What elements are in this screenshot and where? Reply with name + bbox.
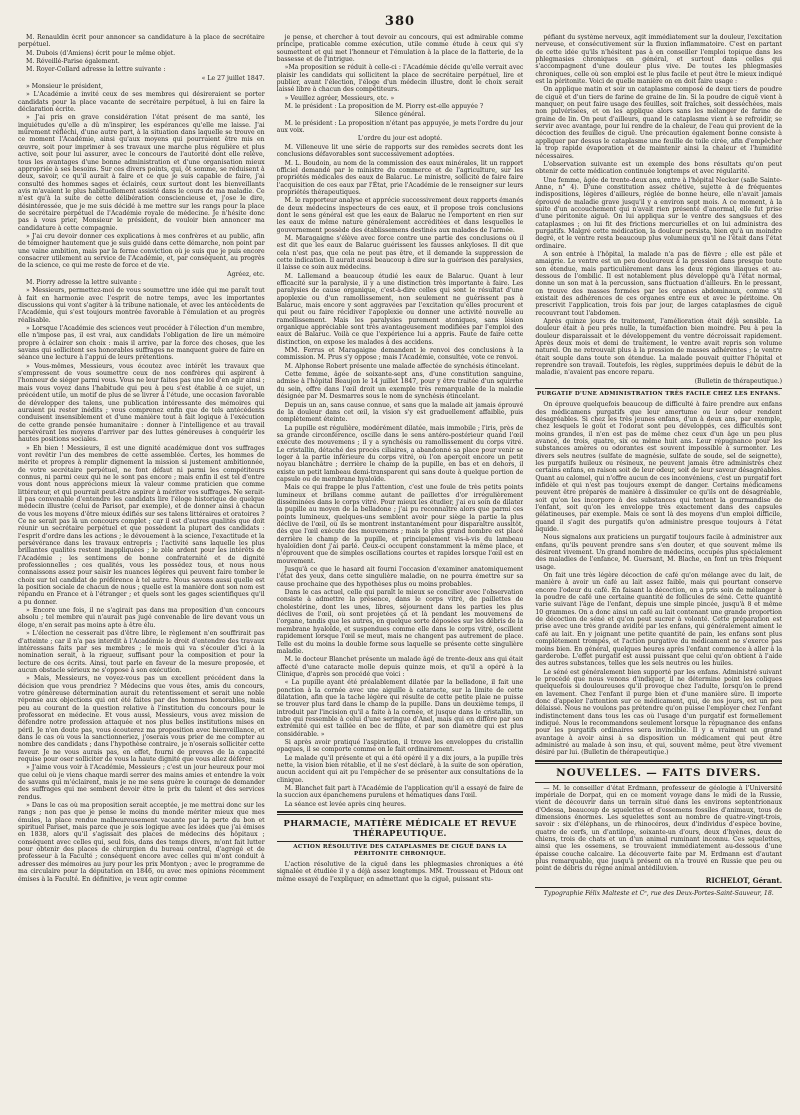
paragraph: M. Lallemand a beaucoup étudié les eaux de Balaruc. Quant à leur efficacité sur la paralysie, il y a une distinction très importante à faire. Les paralysies de cause organique, c'est-à-dire celles qui sont le résultat d'une apoplexie ou d'un ramollissement, non seulement ne guérissent pas à Balaruc, mais encore y sont aggravées par l'excitation qu'elles procurent et qui peut ou faire récidiver l'apoplexie ou donner une activité nouvelle au ramollissement. Mais les paralysies purement atoniques, sans lésion organique appréciable sont très avantageusement modifiées par l'emploi des eaux de Balaruc. Voilà ce que l'expérience lui a appris. Faute de faire cette distinction, on expose les malades à des accidens.: [276, 272, 524, 346]
paragraph: » L'élection ne cesserait pas d'être libre, le règlement n'en souffrirait pas d'atteinte ; car il n'a pas interdit à l'Académie le droit d'entendre des travaux intéressans faits par ses membres ; le mois qui va s'écouler d'ici à la nomination serait, à la rigueur, suffisant pour la composition et pour la lecture de ces écrits. Ainsi, tout parle en faveur de la mesure proposée, et aucun obstacle sérieux ne s'oppose à son exécution.: [18, 630, 265, 674]
paragraph: Mais ce qui frappe le plus l'attention, c'est une foule de très petits points lumineux et brillans comme autant de paillettes d'or irrégulièrement disséminées dans le corps vitré. Pour mieux les étudier, j'ai eu soin de dilater la pupille au moyen de la belladone ; j'ai pu reconnaître alors que parmi ces points lumineux, quelques-uns semblent avoir pour siège la partie la plus déclive de l'œil, où ils se montrent instantanément pour disparaître aussitôt, dès que l'œil exécute des mouvemens ; mais le plus grand nombre est placé derrière le champ de la pupille, et principalement vis-à-vis du lambeau hyaloïdien dont j'ai parlé. Ceux-ci occupent constamment la même place, et n'éprouvent que de simples oscillations courtes et rapides lorsque l'œil est en mouvement.: [276, 484, 524, 565]
section-title-pharmacie: PHARMACIE, MATIÈRE MÉDICALE ET REVUE THÉRAPEUTIQUE.: [283, 818, 517, 839]
paragraph: » Vous-mêmes, Messieurs, vous écoutez avec intérêt les travaux que s'empressent de vous soumettre ceux de nos confrères qui aspirent à l'honneur de siéger parmi vous. Vous ne leur faites pas une loi d'en agir ainsi ; mais vous voyez dans l'habitude qui peu à peu s'est établie à ce sujet, un précédent utile, un motif de plus de se livrer à l'étude, une occasion favorable de développer des talens, une publication intéressante des mémoires qui auraient pu rester inédits ; vous comprenez enfin que de tels antécédents conduisent insensiblement et d'une manière tout à fait logique à l'exécution de cette grande pensée humanitaire : donner à l'intelligence et au travail persévérant les moyens d'arriver par des luttes généreuses à conquérir les hautes positions sociales.: [18, 362, 265, 444]
paragraph: A son entrée à l'hôpital, la malade n'a pas de fièvre ; elle est pâle et amaigrie. Le ventre est un peu douloureux à la pression dans presque toute son étendue, mais particulièrement dans les deux régions iliaques et au-dessous de l'ombilic. Il est notablement plus développé qu'à l'état normal, donne un son mat à la percussion, sans fluctuation d'ailleurs. En le pressant, on trouve des masses formées par les organes abdominaux, comme s'il existait des adhérences de ces organes entre eux et avec le péritoine. On prescrivit l'application, trois fois par jour, de larges cataplasmes de ciguë recouvrant tout l'abdomen.: [535, 250, 783, 317]
paragraph: je pense, et chercher à tout devoir au concours, qui est admirable comme principe, praticable comme exécution, utile comme étude à ceux qui s'y soumettent et qui met l'honneur et l'émulation à la place de la flatterie, de la bassesse et de l'intrigue.: [276, 34, 524, 64]
paragraph: » Messieurs, permettez-moi de vous soumettre une idée qui me paraît tout à fait en harmonie avec l'esprit de notre temps, avec les importantes discussions qui vont s'agiter à la tribune nationale, et avec les antécédents de l'Académie, qui s'est toujours montrée favorable à l'émulation et au progrès réalisable.: [18, 287, 265, 324]
paragraph: Le malade qu'il présente et qui a été opéré il y a dix jours, a la pupille très nette, la vision bien rétablie, et il ne s'est déclaré, à la suite de son opération, aucun accident qui ait pu l'empêcher de se présenter aux consultations de la clinique.: [276, 754, 524, 784]
paragraph: Une femme, âgée de trente-deux ans, entre à l'hôpital Necker (salle Sainte-Anne, n° 4). D'une constitution assez chétive, sujette à de fréquentes indispositions, légères d'ailleurs, réglée de bonne heure, elle n'avait jamais éprouvé de maladie grave jusqu'il y a environ sept mois. A ce moment, à la suite d'un accouchement qui n'avait rien présenté d'anormal, elle fut prise d'une péritonite aiguë. On lui appliqua sur le ventre des sangsues et des cataplasmes ; on lui fit des frictions mercurielles et on lui administra des purgatifs. Malgré cette médication, la douleur persista, bien qu'à un moindre degré, et le ventre resta beaucoup plus volumineux qu'il ne l'était dans l'état ordinaire.: [535, 176, 783, 250]
paragraph: M. le docteur Blanchet présente un malade âgé de trente-deux ans qui était affecté d'une cataracte molle depuis quinze mois, et qu'il a opéré à la Clinique, d'après son procédé que voici :: [276, 656, 524, 678]
column-left: [18, 34, 265, 1094]
paragraph: On éprouve quelquefois beaucoup de difficulté à faire prendre aux enfans des médicamens purgatifs que leur amertume ou leur odeur rendent désagréables. Si chez les très jeunes enfans, d'un à deux ans, par exemple, chez lesquels le goût et l'odorat sont peu développés, ces difficultés sont moins grandes, il n'en est pas de même chez ceux d'un âge un peu plus avancé, de trois, quatre, six ou même huit ans. Leur répugnance pour les substances amères ou odorantes est souvent impossible à surmonter. Les divers sels neutres (sulfate de magnésie, sulfate de soude, sel de seignette), les purgatifs huileux ou résineux, ne peuvent jamais être administrés chez certains enfans, en raison soit de leur odeur, soit de leur saveur désagréables. Quant au calomel, qui n'offre aucun de ces inconvéniens, c'est un purgatif fort infidèle et qui n'est pas toujours exempt de danger. Certains médicamens peuvent être préparés de manière à dissimuler ce qu'ils ont de désagréable, soit qu'on les incorpore à des substances qui tentent la gourmandise de l'enfant, soit qu'on les enveloppe très exactement dans des capsules gélatineuses, par exemple. Mais ce sont là des moyens d'un emploi difficile, quand il s'agit des purgatifs qu'on administre presque toujours à l'état liquide.: [535, 401, 783, 533]
paragraph: « La pupille ayant été préalablement dilatée par la belladone, il fait une ponction à la cornée avec une aiguille à cataracte, sur la limite de cette dilatation, afin que la tache légère qui résulte de cette petite plaie ne puisse se trouver plus tard dans le champ de la pupille. Dans un deuxième temps, il introduit par l'incision qu'il a faite à la cornée, et jusque dans le cristallin, un tube qui ressemble à celui d'une seringue d'Anel, mais qui en diffère par son extrémité qui est taillée en bec de flûte, et par son diamètre qui est plus considérable. »: [276, 679, 524, 738]
paragraph: » Mais, Messieurs, ne voyez-vous pas un excellent précédent dans la décision que vous prendriez ? Médecins que vous êtes, amis du concours, votre généreuse détermination aurait du retentissement et serait une noble réponse aux objections qui ont été faites par des hommes honorables, mais peu au courant de la question relative à l'institution du concours pour le professorat en médecine. Et vous aussi, Messieurs, vous avez mission de défendre notre profession attaquée et nos plus belles institutions mises en péril. Je n'en doute pas, vous écouterez ma proposition avec bienveillance, et dans le cas où vous la sanctionneriez, j'oserais vous prier de me compter au nombre des candidats ; dans l'hypothèse contraire, je n'oserais solliciter cette faveur. Je ne vous aurais pas, en effet, fourni de preuves de la capacité requise pour oser solliciter de vous la haute dignité que vous allez déférer.: [18, 675, 265, 763]
paragraph: — M. le conseiller d'état Erdmann, professeur de géologie à l'Université impériale de Dorpat, qui en ce moment voyage dans le midi de la Russie, vient de découvrir dans un terrain situé dans les environs septentrionaux d'Odessa, beaucoup de squelettes et d'ossemens fossiles d'animaux, tous de dimensions énormes. Les squelettes sont au nombre de quatre-vingt-trois, savoir : six d'éléphans, un de rhinocéros, deux d'individus d'espèce bovine, quatre de cerfs, un d'antilope, soixante-un d'ours, deux d'hyènes, deux de chiens, trois de chats et un d'un animal ruminant inconnu. Ces squelettes, ainsi que les ossemens, se trouvaient immédiatement au-dessous d'une épaisse couche calcaire. La découverte faite par M. Erdmann est d'autant plus remarquable, que jusqu'à présent on n'a trouvé en Russie que peu ou point de débris du règne animal antédiluvien.: [535, 784, 783, 873]
paragraph: » Veuillez agréer, Messieurs, etc. »: [284, 94, 395, 102]
paragraph: Si après avoir pratiqué l'aspiration, il trouve les enveloppes du cristallin opaques, il se comporte comme on le fait ordinairement.: [276, 738, 524, 754]
paragraph: La pupille est régulière, modérément dilatée, mais immobile ; l'iris, près de sa grande circonférence, oscille dans le sens antéro-postérieur quand l'œil exécute des mouvemens ; il y a synchésis ou ramollissement du corps vitré. Le cristallin, détaché des procès ciliaires, a abandonné sa place pour venir se loger à la partie inférieure du corps vitré, où l'on aperçoit encore un petit noyau blanchâtre ; derrière le champ de la pupille, en bas et en dehors, il existe un petit lambeau demi-transparent qui sans doute à quelque portion de capsule ou de membrane hyaloïde.: [276, 424, 524, 483]
article-cigue-end: [535, 34, 782, 385]
paragraph: M. Renauldin écrit pour annoncer sa candidature à la place de secrétaire perpétuel.: [18, 34, 265, 49]
article-title-purgatif: PURGATIF D'UNE ADMINISTRATION TRÈS FACILE CHEZ LES ENFANS.: [536, 391, 781, 398]
academy-report-continued: [277, 34, 524, 808]
columns: [18, 34, 782, 1094]
paragraph: Le séné est généralement bien supporté par les enfans. Administré suivant le procédé que nous venons d'indiquer, il ne détermine point les coliques quelquefois si douloureuses qu'il provoque chez l'adulte, lorsqu'on le prend en lavement. Chez l'enfant il purge bien et d'une manière sûre. Il importe donc d'appeler l'attention sur ce médicament, qui, de nos jours, est un peu délaissé. Nous ne voulons pas prétendre qu'on puisse l'employer chez l'enfant indistinctement dans tous les cas où l'usage d'un purgatif est formellement indiqué. Nous le recommandons seulement lorsque la répugnance des enfans pour les purgatifs ordinaires sera invincible. Il y a vraiment un grand avantage à avoir ainsi à sa disposition un médicament qui peut être administré au malade à son insu, et qui, souvent même, peut être vivement désiré par lui. (Bulletin de thérapeutique.): [535, 668, 783, 757]
paragraph: M. le rapporteur analyse et apprécie successivement deux rapports émanés de deux médecins inspecteurs de ces eaux, et il propose trois conclusions dont le sens général est que les eaux de Balaruc ne l'emportent en rien sur les eaux de même nature généralement accréditées et dans lesquelles le gouvernement possède des établissemens destinés aux malades de l'armée.: [276, 197, 524, 234]
paragraph: M. Piorry adresse la lettre suivante :: [26, 279, 142, 286]
column-middle: [277, 34, 524, 1094]
paragraph: Silence général.: [374, 111, 426, 119]
paragraph: Cette femme, âgée de soixante-sept ans, d'une constitution sanguine, admise à l'hôpital Beaujon le 14 juillet 1847, pour y être traitée d'un squirrhe du sein, offre dans l'œil droit un exemple très remarquable de la maladie désignée par M. Desmarres sous le nom de synchésis étincelant.: [276, 371, 524, 401]
paragraph: » Eh bien ! Messieurs, il est une dignité académique dont vos suffrages vont revêtir l'un des membres de cette assemblée. Certes, les hommes de mérite et propres à remplir dignement la mission si justement ambitionnée, de votre secrétaire perpétuel, ne font défaut ni parmi les compétiteurs connus, ni parmi ceux qui ne le sont pas encore ; mais enfin il est tel d'entre vous dont nous apprécions mieux la valeur comme praticien que comme littérateur, et qui pourrait peut-être aspirer à mériter vos suffrages. Ne serait-il pas convenable d'entendre les candidats lire l'éloge historique de quelque médecin illustre (celui de Parisot, par exemple), et de donner ainsi à chacun de vous les moyens d'être mieux édifiés sur ses talens littéraires et oratoires ? Ce ne serait pas là un concours complet ; car il est d'autres qualités que doit réunir un secrétaire perpétuel et que possèdent la plupart des candidats : l'esprit d'ordre dans les actions ; le dévouement à la science, l'exactitude et la persévérance dans les travaux entrepris ; l'activité sans laquelle les plus brillantes qualités restent inappliquées ; le zèle ardent pour les intérêts de l'Académie ; les sentimens de bonne confraternité et de dignité professionnelles ; ces qualités, vous les possédez tous, et nous nous connaissons assez pour saisir les nuances légères qui peuvent faire tomber le choix sur tel candidat de préférence à tel autre. Nous savons aussi quelle est la position sociale de chacun de nous ; quelle est la manière dont son nom est répandu en France et à l'étranger ; et quels sont les gages scientifiques qu'il a pu donner.: [18, 444, 265, 606]
paragraph: » J'ai cru devoir donner ces explications à mes confrères et au public, afin de témoigner hautement que je suis guidé dans cette démarche, non point par une vaine ambition, mais par la ferme conviction où je suis que je puis encore consacrer utilement au service de l'Académie, et, par conséquent, au progrès de la science, ce qui me reste de force et de vie.: [18, 232, 265, 270]
paragraph: On fait une très légère décoction de café qu'on mélange avec du lait, de manière à avoir un café au lait assez faible, mais qui pourtant conserve encore l'odeur du café. En faisant la décoction, on a pris soin de mélanger à la poudre de café une certaine quantité de follicules de séné. Cette quantité varie suivant l'âge de l'enfant, depuis une simple pincée, jusqu'à 8 et même 10 grammes. On a donc ainsi un café au lait contenant une grande proportion de décoction de séné et qu'on peut sucrer à volonté. Cette préparation est prise avec une très grande avidité par les enfans, qui généralement aiment le café au lait. En y joignant une petite quantité de pain, les enfans sont plus complètement trompés, et l'action purgative du médicament ne s'exerce pas moins bien. En général, quelques heures après l'enfant commence à aller à la garderobe. L'effet purgatif est aussi puissant que celui qu'on obtient à l'aide des autres substances, telles que les sels neutres ou les huiles.: [535, 572, 783, 668]
paragraph: M. Villeneuve lit une série de rapports sur des remèdes secrets dont les conclusions défavorables sont successivement adoptées.: [276, 143, 524, 159]
paragraph: Depuis un an, sans cause connue, et sans que la malade ait jamais éprouvé de la douleur dans cet œil, la vision s'y est graduellement affaiblie, puis complètement éteinte.: [276, 401, 524, 424]
imprint: Typographie Félix Malteste et Cᵉ, rue des Deux-Portes-Saint-Sauveur, 18.: [543, 890, 774, 898]
news-divider: [535, 760, 782, 764]
paragraph: L'observation suivante est un exemple des bons résultats qu'on peut obtenir de cette médication continuée longtemps et avec régularité.: [535, 160, 783, 176]
news-items: [535, 785, 782, 873]
news-rule: [535, 782, 782, 783]
paragraph: La séance est levée après cinq heures.: [284, 800, 406, 808]
paragraph: (Bulletin de thérapeutique.): [694, 377, 783, 385]
paragraph: »Ma proposition se réduit à celle-ci : l'Académie décide qu'elle verrait avec plaisir les candidats qui sollicitent la place de secrétaire perpétuel, lire et publier, avant l'élection, l'éloge d'un médecin illustre, dont le choix serait laissé libre à chacun des compétiteurs.: [276, 64, 524, 94]
column-right: [535, 34, 782, 1094]
paragraph: Agréez, etc.: [227, 270, 265, 278]
paragraph: » L'Académie a invité ceux de ses membres qui désireraient se porter candidats pour la place vacante de secrétaire perpétuel, à lui en faire la déclaration écrite.: [18, 91, 265, 114]
signature: RICHELOT, Gérant.: [705, 875, 783, 885]
paragraph: « Le 27 juillet 1847.: [201, 74, 265, 82]
paragraph: M. Blanchet fait part à l'Académie de l'application qu'il a essayé de faire de la succion aux épanchemens purulens et hématiques dans l'œil.: [276, 785, 524, 800]
paragraph: » Dans le cas où ma proposition serait acceptée, je me mettrai donc sur les rangs ; non pas que je pense le moins du monde mériter mieux que mes émules, la place rendue malheureusement vacante par la perte du bon et spirituel Pariset, mais parce que je sois logique avec les idées que j'ai émises en 1838, alors qu'il s'agissait des places de médecins des hôpitaux ; conséquent avec celles qui, seul fois, dans des temps divers, m'ont fait lutter pour obtenir des places de chirurgien du bureau central, d'agrégé et de professeur à la Faculté ; conséquent encore avec celles qui m'ont conduit à adresser des mémoires au jury pour les prix Montyon ; avec le programme de ma circulaire pour la députation en 1846, ou avec mes opinions récemment émises à la Faculté. En définitive, je veux agir comme: [18, 802, 265, 883]
paragraph: Nous signalons aux praticiens un purgatif toujours facile à administrer aux enfans, qu'ils peuvent prendre sans s'en douter, et que souvent même ils désirent vivement. Un grand nombre de médecins, occupés plus spécialement des maladies de l'enfance, M. Guersant, M. Blache, en font un très fréquent usage.: [535, 534, 783, 571]
paragraph: » Lorsque l'Académie des sciences veut procéder à l'élection d'un membre, elle n'impose pas, il est vrai, aux candidats l'obligation de lire un mémoire propre à éclairer son choix : mais il arrive, par la force des choses, que les savans qui sollicitent ses honorables suffrages ne manquent guère de faire en séance une lecture à l'appui de leurs prétentions.: [18, 325, 265, 362]
paragraph: M. Maragaigne s'élève avec force contre une partie des conclusions où il est dit que les eaux de Balaruc guérissent les fausses ankyloses. Il dit que cela n'est pas, que cela ne peut pas être, et il demande la suppression de cette indication. Il aurait aussi beaucoup à dire sur la guérison des paralysies, il laisse ce soin aux médecins.: [276, 234, 524, 272]
paragraph: Dans le cas actuel, celle qui paraît le mieux se concilier avec l'observation consiste à admettre la présence, dans le corps vitré, de paillettes de cholestérine, dont les unes, libres, séjournent dans les parties les plus déclives de l'œil, où sont projetées çà et là pendant les mouvemens de l'organe, tandis que les autres, en quelque sorte déposées sur les débris de la membrane hyaloïde, et suspendues comme elle dans le corps vitré, oscillent rapidement lorsque l'œil se meut, mais ne changent pas autrement de place. Telle est du moins la double forme sous laquelle se présente cette singulière maladie.: [276, 589, 524, 655]
paragraph: M. le président : La proposition de M. Piorry est-elle appuyée ?: [284, 103, 484, 111]
paragraph: M. le président : La proposition n'étant pas appuyée, je mets l'ordre du jour aux voix.: [276, 119, 524, 135]
section-title-nouvelles: NOUVELLES. — FAITS DIVERS.: [556, 766, 762, 779]
paragraph: On applique matin et soir un cataplasme composé de deux tiers de poudre de ciguë et d'un tiers de farine de graine de lin. Si la poudre de ciguë vient à manquer, on peut faire usage des feuilles, soit fraîches, soit desséchées, mais non pulvérisées, et on les applique alors sans les mélanger de farine de graine de lin. On peut d'ailleurs, quand le cataplasme vient à se refroidir, se servir avec avantage, pour lui rendre de la chaleur, de l'eau qui provient de la décoction des feuilles de ciguë. Une précaution également bonne consiste à appliquer par dessus le cataplasme une feuille de toile cirée, afin d'empêcher la trop rapide évaporation et de maintenir ainsi la chaleur et l'humidité nécessaires.: [535, 86, 783, 160]
article-cigue-start: [277, 861, 524, 883]
paragraph: L'ordre du jour est adopté.: [357, 135, 443, 143]
paragraph: » Encore une fois, il ne s'agirait pas dans ma proposition d'un concours absolu ; tel membre qui n'aurait pas jugé convenable de lire devant vous un éloge, n'en serait pas moins apte à être élu.: [18, 607, 265, 629]
paragraph: M. Alphonse Robert présente une malade affectée de synchésis étincelant.: [284, 362, 520, 370]
article-title-cigue: ACTION RÉSOLUTIVE DES CATAPLASMES DE CIGUË DANS LA PÉRITONITE CHRONIQUE.: [293, 844, 507, 858]
paragraph: » J'aime vous voir à l'Académie, Messieurs ; c'est un jour heureux pour moi que celui où je viens chaque mardi serrer des mains amies et entendre la voix de savans qui m'éclairent, mais je ne me sens guère le courage de demander des suffrages qui me sembent devoir être le prix du talent et des services rendus.: [18, 764, 265, 801]
paragraph: » J'ai pris en grave considération l'état présent de ma santé, les inquiétudes qu'elle a dû m'inspirer, les espérances qu'elle me laisse. J'ai mûrement réfléchi, d'une autre part, à la situation dans laquelle se trouve en ce moment l'Académie, ainsi qu'aux moyens qui pourraient être mis en œuvre, soit pour imprimer à ses travaux une marche plus régulière et plus active, soit pour lui assurer, avec le concours de l'autorité dont elle relève, tous les avantages d'une bonne administration et d'une organisation mieux appropriée à ses besoins. Sur ces divers points, qui, ôt somme, se réduisent à deux, savoir, ce qu'il aurait à faire et ce que je suis capable de faire, j'ai consulté des hommes sages et éclairés, ceux surtout dont les bienveillants avis m'avaient le plus habituellement assisté dans le cours de ma maladie. Ce n'est qu'à la suite de cette délibération consciencieuse et, j'ose le dire, désintéressée, que je me suis décidé à me mettre sur les rangs pour la place de secrétaire perpétuel de l'Académie royale de médecine. Je n'hésite donc pas à vous prier, Monsieur le président, de vouloir bien annoncer ma candidature à cette compagnie.: [18, 114, 265, 232]
paragraph: M. Dubois (d'Amiens) écrit pour le même objet.: [26, 49, 176, 57]
title-rule: [277, 841, 524, 842]
page-number: 380: [384, 14, 416, 29]
paragraph: L'action résolutive de la ciguë dans les phlegmasies chroniques a été signalée et étudiée il y a déjà assez longtemps. MM. Trousseau et Pidoux ont même essayé de l'expliquer, en admettant que la ciguë, puissant stu-: [276, 861, 524, 883]
article-rule: [535, 388, 782, 389]
paragraph: M. Réveillé-Parise également.: [26, 58, 120, 66]
article-purgatif: [535, 401, 782, 757]
paragraph: M. L. Boudoin, au nom de la commission des eaux minérales, lit un rapport officiel demandé par le ministre du commerce et de l'agriculture, sur les propriétés médicales des eaux de Balaruc. Le ministre, sollicité de faire faire l'acquisition de ces eaux par l'État, prie l'Académie de le renseigner sur leurs propriétés thérapeutiques.: [276, 159, 524, 196]
imprint-rule: [535, 887, 782, 888]
paragraph: Après quinze jours de traitement, l'amélioration était déjà sensible. La douleur était à peu près nulle, la tuméfaction bien moindre. Peu à peu la douleur disparaissait et le développement du ventre décroissait rapidement. Après deux mois et demi de traitement, le ventre avait repris son volume naturel. On ne retrouvait plus à la pression de masses adhérentes ; le ventre était souple dans toute son étendue. La malade pouvait quitter l'hôpital et reprendre son travail. Toutefois, les règles, supprimées depuis le début de la maladie, n'avaient pas encore reparu.: [535, 318, 783, 377]
paragraph: » Monsieur le président,: [26, 83, 103, 91]
paragraph: M. Royer-Collard adresse la lettre suivante :: [26, 66, 166, 74]
section-divider: [277, 811, 524, 815]
paragraph: Jusqu'à ce que le hasard ait fourni l'occasion d'examiner anatomiquement l'état des yeux, dans cette singulière maladie, on ne pourra émettre sur sa cause prochaine que des hypothèses plus ou moins probables.: [276, 566, 524, 588]
paragraph: MM. Ferrus et Maragaigne demandent le renvoi des conclusions à la commission. M. Prus s'y oppose ; mais l'Académie, consultée, vote ce renvoi.: [276, 347, 524, 362]
paragraph: péfiant du système nerveux, agit immédiatement sur la douleur, l'excitation nerveuse, et consécutivement sur la fluxion inflammatoire. C'est en partant de cette idée qu'ils n'hésitent pas à en conseiller l'emploi topique dans les phlegmasies chroniques en général, et surtout dans celles qui s'accompagnent d'une douleur plus vive. De toutes les phlegmasies chroniques, celle où son emploi est le plus facile et peut être le mieux indiqué est la péritonite. Voici de quelle manière on en doit faire usage :: [535, 34, 783, 86]
